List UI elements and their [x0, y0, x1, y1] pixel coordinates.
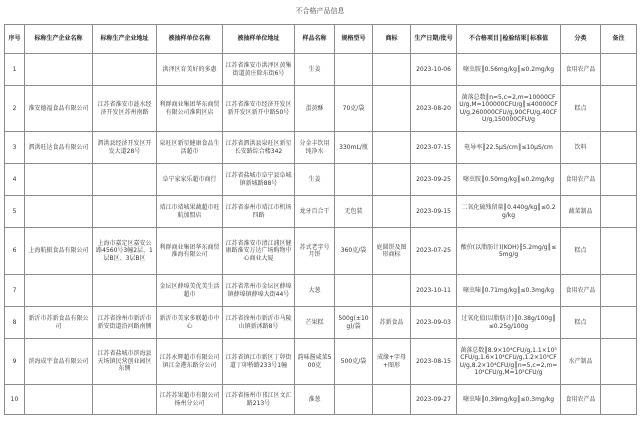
- cell-remark: [601, 275, 637, 307]
- table-row: [5, 196, 637, 228]
- cell-trademark: 庭圆饼及图形商标: [373, 228, 411, 275]
- table-header-row: [5, 25, 637, 54]
- header-production-date: 生产日期/批号: [411, 25, 457, 54]
- cell-manufacturer-address: 江苏省徐州市新沂市新安街道沿河路南侧: [93, 307, 157, 339]
- cell-manufacturer-address: [93, 385, 157, 415]
- cell-manufacturer-name: 淮安德福食品有限公司: [25, 86, 93, 132]
- cell-sampled-unit-name: 金坛区薛埠美优美生活超市: [157, 275, 223, 307]
- cell-manufacturer-name: [25, 275, 93, 307]
- cell-spec: 330mL/瓶: [335, 132, 373, 164]
- header-manufacturer-address: 标称生产企业地址: [93, 25, 157, 54]
- header-trademark: 商标: [373, 25, 411, 54]
- cell-production-date: 2023-07-25: [411, 228, 457, 275]
- cell-manufacturer-name: [25, 54, 93, 86]
- header-remark: 备注: [601, 25, 637, 54]
- cell-failed-items: 菌落总数║8.9×10⁴CFU/g,1.1×10⁵CFU/g,1.6×10⁴CFU/g,1.2×10⁵CFU/g,8.2×10⁴CFU/g║n=5,c=2,m=10⁴CFU/g,M=10⁵CFU/g: [457, 339, 561, 385]
- cell-manufacturer-address: [93, 54, 157, 86]
- cell-sampled-unit-name: 洪泽区育美好的多惠: [157, 54, 223, 86]
- cell-category: 糕点: [561, 228, 601, 275]
- cell-manufacturer-address: [93, 196, 157, 228]
- cell-trademark: [373, 132, 411, 164]
- header-failed-items: 不合格项目║检验结果║标准值: [457, 25, 561, 54]
- cell-remark: [601, 196, 637, 228]
- table-row: [5, 339, 637, 385]
- cell-remark: [601, 132, 637, 164]
- cell-sampled-unit-address: 江苏省镇江市新区丁卯街道丁卯桥路233号1幢: [223, 339, 295, 385]
- cell-category: 糕点: [561, 307, 601, 339]
- cell-seq: 5: [5, 196, 25, 228]
- cell-sampled-unit-name: 利群商业集团华东商贸淮海有限公司: [157, 228, 223, 275]
- header-spec: 规格型号: [335, 25, 373, 54]
- cell-sample-name: 芒果糕: [295, 307, 335, 339]
- cell-production-date: 2023-09-25: [411, 164, 457, 196]
- cell-seq: 7: [5, 275, 25, 307]
- cell-spec: [335, 385, 373, 415]
- cell-trademark: [373, 385, 411, 415]
- table-row: [5, 307, 637, 339]
- cell-manufacturer-name: [25, 385, 93, 415]
- cell-spec: [335, 54, 373, 86]
- table-row: [5, 164, 637, 196]
- cell-category: 食用农产品: [561, 275, 601, 307]
- cell-sampled-unit-name: 江苏永辉超市有限公司镇江金港东路分公司: [157, 339, 223, 385]
- cell-manufacturer-name: [25, 164, 93, 196]
- cell-production-date: 2023-09-27: [411, 385, 457, 415]
- cell-seq: 4: [5, 164, 25, 196]
- cell-manufacturer-address: 上海市嘉定区嘉安公路4560号3幢2层、1层B区、3层B区: [93, 228, 157, 275]
- cell-sample-name: 苏式老字号月饼: [295, 228, 335, 275]
- cell-category: 水产制品: [561, 339, 601, 385]
- header-sample-name: 样品名称: [295, 25, 335, 54]
- table-row: [5, 275, 637, 307]
- document-title: 不合格产品信息: [295, 7, 345, 15]
- header-sampled-unit-name: 被抽样单位名称: [157, 25, 223, 54]
- cell-manufacturer-name: 泗洪旺达食品有限公司: [25, 132, 93, 164]
- cell-trademark: [373, 196, 411, 228]
- cell-spec: 无包装: [335, 196, 373, 228]
- header-sampled-unit-address: 被抽样单位地址: [223, 25, 295, 54]
- cell-sample-name: 大葱: [295, 275, 335, 307]
- cell-spec: 70克/袋: [335, 86, 373, 132]
- cell-spec: 500g(±10g)/袋: [335, 307, 373, 339]
- cell-category: 蔬菜制品: [561, 196, 601, 228]
- cell-sampled-unit-address: 江苏省泰州市靖江市机场四路: [223, 196, 295, 228]
- cell-remark: [601, 339, 637, 385]
- cell-sampled-unit-address: 江苏省淮安市清江浦区健康路淮安万达广场购物中心商业大厦: [223, 228, 295, 275]
- header-category: 分类: [561, 25, 601, 54]
- cell-trademark: [373, 86, 411, 132]
- cell-manufacturer-address: 泗洪县经济开发区开发大道28号: [93, 132, 157, 164]
- cell-manufacturer-name: 滨海成宇食品有限公司: [25, 339, 93, 385]
- cell-seq: 2: [5, 86, 25, 132]
- cell-trademark: 成缘+字母+图形: [373, 339, 411, 385]
- cell-manufacturer-address: 江苏省盐城市滨海县天场镇民营创业园区东侧: [93, 339, 157, 385]
- cell-failed-items: 噻虫嗪║0.39mg/kg║≤0.3mg/kg: [457, 385, 561, 415]
- cell-trademark: [373, 275, 411, 307]
- cell-manufacturer-name: 新沂市苏新食品有限公司: [25, 307, 93, 339]
- table-row: [5, 228, 637, 275]
- cell-sample-name: 龙牙百合干: [295, 196, 335, 228]
- cell-production-date: 2023-09-15: [411, 196, 457, 228]
- cell-sampled-unit-name: 泉旺区新星健康食品生活超市: [157, 132, 223, 164]
- cell-category: 食用农产品: [561, 54, 601, 86]
- cell-sampled-unit-address: 江苏省扬州市邗江区文汇路213号: [223, 385, 295, 415]
- cell-seq: 3: [5, 132, 25, 164]
- cell-category: 饮料: [561, 132, 601, 164]
- cell-manufacturer-name: 上海航振食品有限公司: [25, 228, 93, 275]
- cell-sample-name: 蛋黄酥: [295, 86, 335, 132]
- cell-sample-name: 生姜: [295, 54, 335, 86]
- cell-failed-items: 噻虫胺║0.56mg/kg║≤0.2mg/kg: [457, 54, 561, 86]
- header-seq: 序号: [5, 25, 25, 54]
- cell-sampled-unit-address: 江苏省淮安市经济开发区新开发区新开中路50号: [223, 86, 295, 132]
- cell-sampled-unit-name: 江苏苏果超市有限公司扬州分公司: [157, 385, 223, 415]
- cell-trademark: 苏新食品: [373, 307, 411, 339]
- cell-spec: [335, 275, 373, 307]
- cell-seq: 6: [5, 228, 25, 275]
- cell-sample-name: 淮葱: [295, 385, 335, 415]
- cell-production-date: 2023-10-11: [411, 275, 457, 307]
- cell-remark: [601, 307, 637, 339]
- cell-sampled-unit-address: 江苏省泗洪县泉旺区新星长安路综合楼342: [223, 132, 295, 164]
- cell-manufacturer-address: [93, 164, 157, 196]
- cell-trademark: [373, 164, 411, 196]
- cell-sampled-unit-address: 江苏省徐州市新沂市马陵山镇新沭路8号: [223, 307, 295, 339]
- cell-production-date: 2023-07-15: [411, 132, 457, 164]
- table-row: [5, 385, 637, 415]
- table-row: [5, 132, 637, 164]
- cell-sampled-unit-address: 江苏省常州市金坛区薛埠镇薛埠镇薛埠大街44号: [223, 275, 295, 307]
- cell-production-date: 2023-10-06: [411, 54, 457, 86]
- cell-category: 食用农产品: [561, 385, 601, 415]
- cell-category: 食用农产品: [561, 164, 601, 196]
- cell-remark: [601, 164, 637, 196]
- cell-sampled-unit-name: 利群商业集团华东商贸有限公司淮阴区店: [157, 86, 223, 132]
- cell-production-date: 2023-09-03: [411, 307, 457, 339]
- cell-spec: 500克/袋: [335, 339, 373, 385]
- cell-sample-name: 生姜: [295, 164, 335, 196]
- cell-seq: 1: [5, 54, 25, 86]
- failed-products-table: [4, 24, 637, 415]
- cell-remark: [601, 228, 637, 275]
- cell-seq: 9: [5, 339, 25, 385]
- cell-manufacturer-address: [93, 275, 157, 307]
- cell-sample-name: 分金丰饮用纯净水: [295, 132, 335, 164]
- cell-remark: [601, 54, 637, 86]
- cell-sampled-unit-address: 江苏省淮安市洪泽区黄集街道黄庄除东街6号: [223, 54, 295, 86]
- cell-seq: 8: [5, 307, 25, 339]
- cell-sampled-unit-address: 江苏省盐城市阜宁县阜城镇新城路88号: [223, 164, 295, 196]
- cell-failed-items: 电导率║22.5μS/cm║≤10μS/cm: [457, 132, 561, 164]
- cell-category: 糕点: [561, 86, 601, 132]
- cell-sample-name: 韵味酱咸菜500克: [295, 339, 335, 385]
- header-manufacturer-name: 标称生产企业名称: [25, 25, 93, 54]
- cell-production-date: 2023-08-20: [411, 86, 457, 132]
- cell-sampled-unit-name: 新沂市美家多联超市中心: [157, 307, 223, 339]
- cell-manufacturer-name: [25, 196, 93, 228]
- cell-spec: 360克/袋: [335, 228, 373, 275]
- cell-failed-items: 二氧化硫残留量║0.440g/kg║≤0.2g/kg: [457, 196, 561, 228]
- cell-sampled-unit-name: 阜宁家家乐超市商行: [157, 164, 223, 196]
- cell-remark: [601, 385, 637, 415]
- cell-failed-items: 噻虫胺║0.50mg/kg║≤0.2mg/kg: [457, 164, 561, 196]
- cell-sampled-unit-name: 靖江市靖城果蔬超市旺航加盟店: [157, 196, 223, 228]
- cell-trademark: [373, 54, 411, 86]
- cell-seq: 10: [5, 385, 25, 415]
- table-body: [5, 54, 637, 415]
- cell-production-date: 2023-08-15: [411, 339, 457, 385]
- cell-failed-items: 酸价(以脂肪计)(KOH)║5.2mg/g║≤5mg/g: [457, 228, 561, 275]
- cell-failed-items: 菌落总数║n=5,c=2,m=10000CFU/g,M=100000CFU/g║≤40000CFU/g,260000CFU/g,90CFU/g,40CFU/g,150000CFU/g: [457, 86, 561, 132]
- cell-failed-items: 过氧化值(以脂肪计)║0.38g/100g║≤0.25g/100g: [457, 307, 561, 339]
- table-row: [5, 86, 637, 132]
- cell-failed-items: 噻虫嗪║0.71mg/kg║≤0.3mg/kg: [457, 275, 561, 307]
- table-row: [5, 54, 637, 86]
- cell-spec: [335, 164, 373, 196]
- cell-manufacturer-address: 江苏省淮安市涟水经济开发区苏州南路: [93, 86, 157, 132]
- cell-remark: [601, 86, 637, 132]
